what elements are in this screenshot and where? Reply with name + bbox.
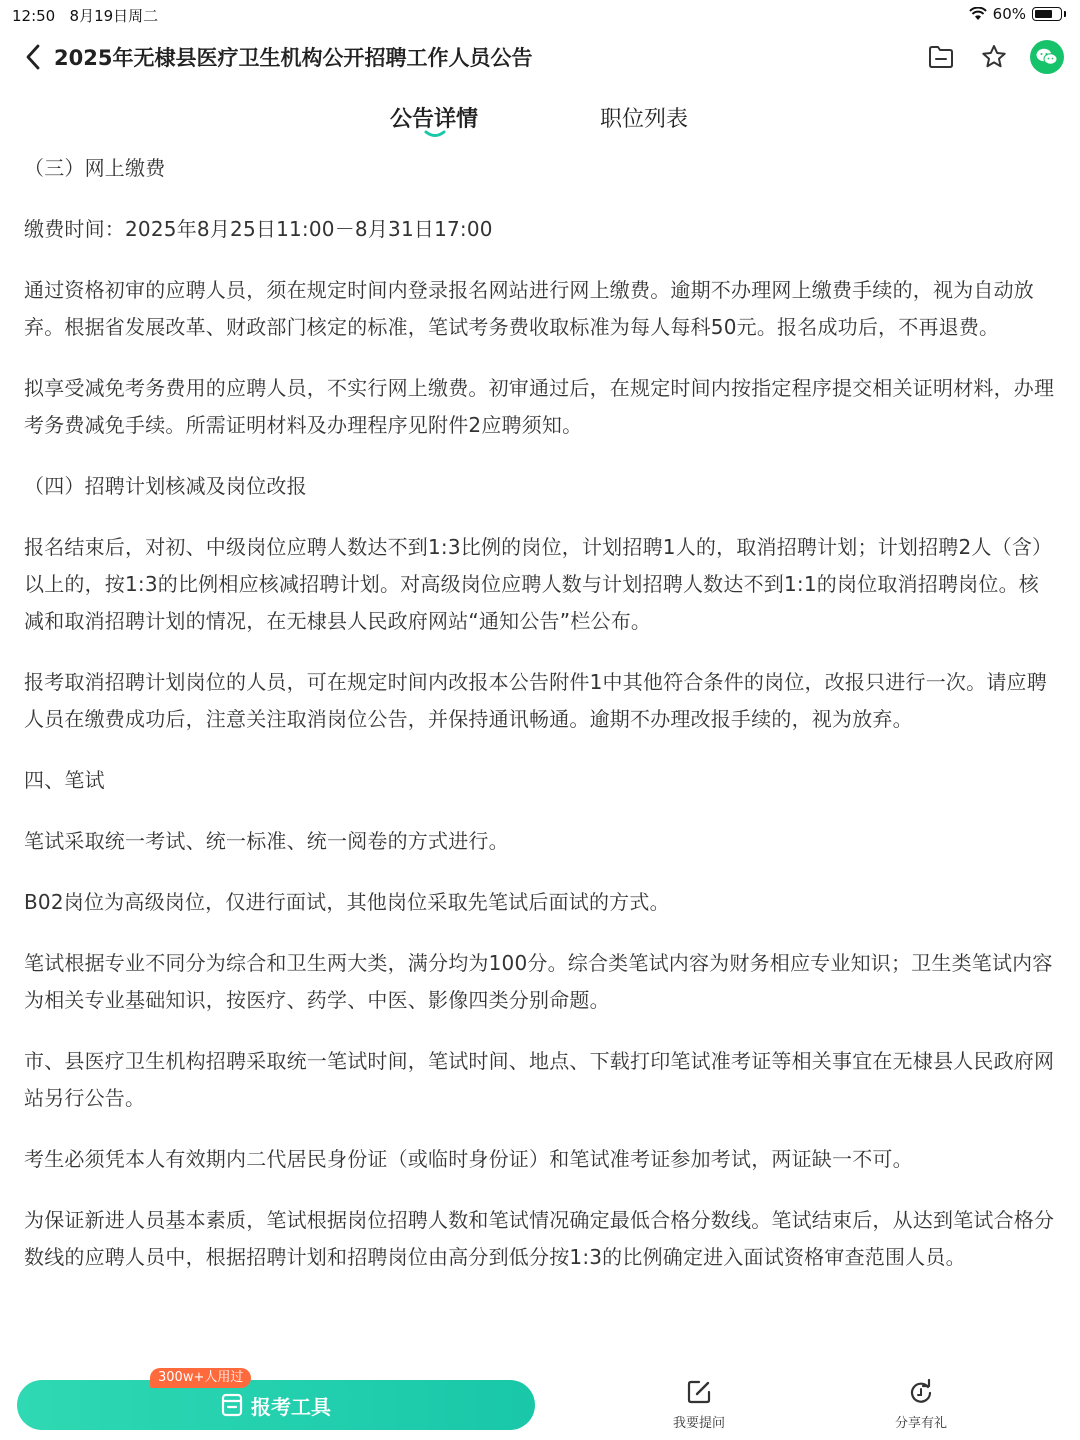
status-time (12, 5, 158, 26)
status-bar (0, 0, 1080, 28)
tab-position-list[interactable]: 职位列表 (600, 107, 689, 132)
tab-announcement-detail[interactable]: 公告详情 (390, 107, 479, 132)
paragraph-position-change: 报考取消招聘计划岗位的人员，可在规定时间内改报本公告附件1中其他符合条件的岗位，改报只进行一次。请应聘人员在缴费成功后，注意关注取消岗位公告，并保持通讯畅通。逾期不办理改报手续的，视为放弃。 (24, 670, 1047, 731)
chevron-left-icon (25, 44, 41, 70)
ask-question-label: 我要提问 (672, 1416, 725, 1431)
wechat-icon (1035, 47, 1059, 67)
wifi-icon (969, 7, 987, 21)
paragraph-b02-position: B02岗位为高级岗位，仅进行面试，其他岗位采取先笔试后面试的方式。 (24, 890, 670, 914)
bottom-action-bar (0, 1370, 1080, 1440)
bookmark-folder-button[interactable] (924, 40, 958, 74)
paragraph-exam-method: 笔试采取统一考试、统一标准、统一阅卷的方式进行。 (24, 829, 509, 853)
header (0, 30, 1080, 84)
paragraph-payment-time: 缴费时间：2025年8月25日11:00－8月31日17:00 (24, 217, 493, 241)
document-icon (221, 1393, 243, 1417)
battery-tip (1064, 11, 1066, 17)
paragraph-section-3-title: （三）网上缴费 (24, 156, 166, 180)
exam-tools-button[interactable] (17, 1380, 535, 1430)
paragraph-fee-exemption: 拟享受减免考务费用的应聘人员，不实行网上缴费。初审通过后，在规定时间内按指定程序提交相关证明材料，办理考务费减免手续。所需证明材料及办理程序见附件2应聘须知。 (24, 376, 1055, 437)
tab-bar (0, 96, 1080, 146)
exam-tools-label: 报考工具 (251, 1394, 331, 1419)
paragraph-written-exam-title: 四、笔试 (24, 768, 105, 792)
paragraph-plan-reduction: 报名结束后，对初、中级岗位应聘人数达不到1:3比例的岗位，计划招聘1人的，取消招聘计划；计划招聘2人（含）以上的，按1:3的比例相应核减招聘计划。对高级岗位应聘人数与计划招聘人数达不到1:1的岗位取消招聘岗位。核减和取消招聘计划的情况，在无棣县人民政府网站“通知公告”栏公布。 (24, 535, 1053, 633)
folder-icon (927, 44, 955, 70)
status-date-text: 8月19日周二 (69, 7, 159, 25)
paragraph-exam-categories: 笔试根据专业不同分为综合和卫生两大类，满分均为100分。综合类笔试内容为财务相应专业知识；卫生类笔试内容为相关专业基础知识，按医疗、药学、中医、影像四类分别命题。 (24, 951, 1053, 1012)
paragraph-section-4-title: （四）招聘计划核减及岗位改报 (24, 474, 307, 498)
paragraph-id-requirement: 考生必须凭本人有效期内二代居民身份证（或临时身份证）和笔试准考证参加考试，两证缺一不可。 (24, 1147, 913, 1171)
battery-percent: 60% (992, 5, 1026, 23)
edit-icon (685, 1378, 713, 1406)
star-icon (980, 43, 1008, 71)
share-icon (907, 1378, 935, 1406)
article-content (24, 150, 1058, 1372)
status-indicators (969, 5, 1066, 23)
paragraph-exam-schedule: 市、县医疗卫生机构招聘采取统一笔试时间，笔试时间、地点、下载打印笔试准考证等相关事宜在无棣县人民政府网站另行公告。 (24, 1049, 1055, 1110)
usage-badge: 300w+人用过 (150, 1368, 251, 1388)
tab-active-indicator (424, 130, 446, 138)
status-time-text: 12:50 (12, 7, 56, 25)
paragraph-passing-score: 为保证新进人员基本素质，笔试根据岗位招聘人数和笔试情况确定最低合格分数线。笔试结束后，从达到笔试合格分数线的应聘人员中，根据招聘计划和招聘岗位由高分到低分按1:3的比例确定进入面试资格审查范围人员。 (24, 1208, 1055, 1269)
battery-icon (1032, 7, 1062, 21)
share-reward-label: 分享有礼 (894, 1416, 947, 1431)
wechat-share-button[interactable] (1030, 40, 1064, 74)
ask-question-button[interactable] (644, 1378, 754, 1431)
favorite-button[interactable] (977, 40, 1011, 74)
back-button[interactable] (18, 40, 48, 74)
page-title: 2025年无棣县医疗卫生机构公开招聘工作人员公告 (54, 46, 533, 70)
paragraph-payment-rules: 通过资格初审的应聘人员，须在规定时间内登录报名网站进行网上缴费。逾期不办理网上缴费手续的，视为自动放弃。根据省发展改革、财政部门核定的标准，笔试考务费收取标准为每人每科50元。报名成功后，不再退费。 (24, 278, 1034, 339)
share-reward-button[interactable] (866, 1378, 976, 1431)
